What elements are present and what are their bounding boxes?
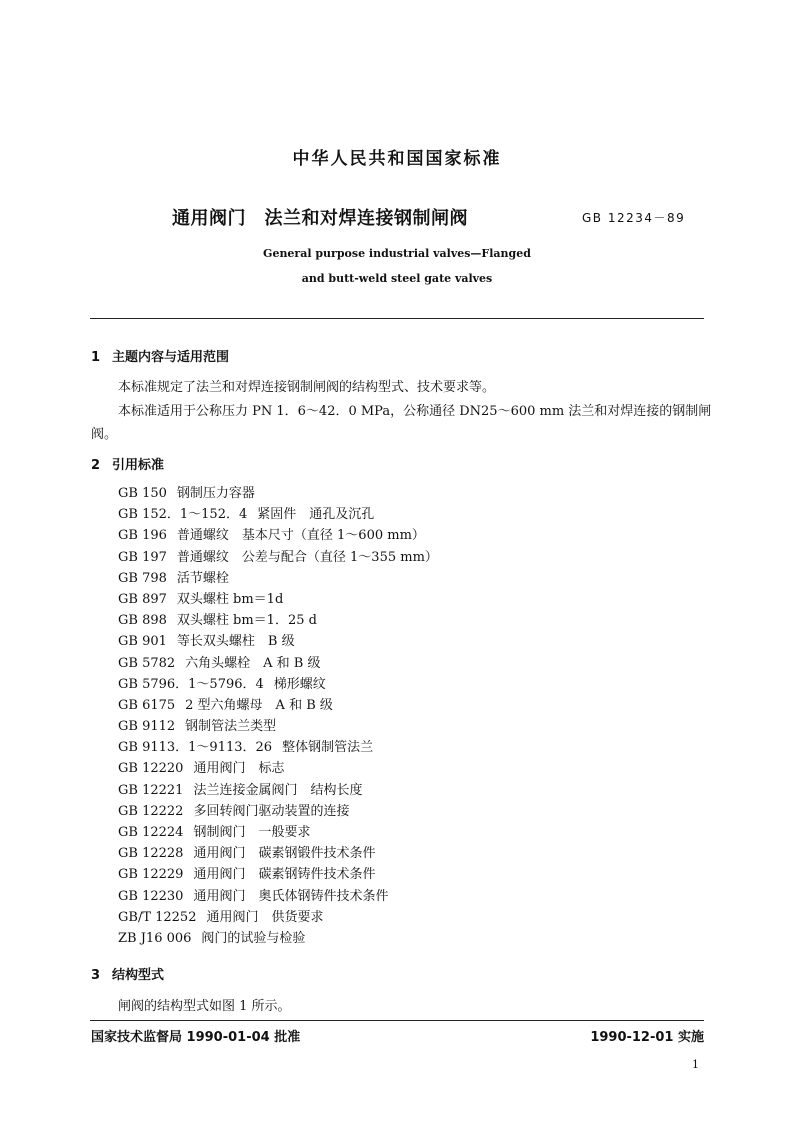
reference-title: 多回转阀门驱动装置的连接	[193, 803, 350, 819]
reference-title: 等长双头螺柱 B 级	[176, 634, 295, 650]
section-1-paragraph-2-continued: 阀。	[91, 427, 118, 442]
reference-title: 活节螺栓	[176, 570, 229, 586]
document-title-en-line1: General purpose industrial valves—Flanged	[263, 247, 531, 260]
reference-title: 整体钢制管法兰	[282, 740, 374, 756]
reference-list	[118, 483, 438, 949]
reference-title: 双头螺柱 bm＝1d	[176, 591, 284, 607]
page-number: 1	[692, 1058, 699, 1071]
document-title-en-line2: and butt-weld steel gate valves	[301, 272, 493, 285]
reference-title: 法兰连接金属阀门 结构长度	[193, 782, 363, 798]
reference-code: GB 897	[118, 591, 167, 607]
reference-item	[118, 801, 438, 822]
reference-item	[118, 907, 438, 928]
reference-code: ZB J16 006	[118, 930, 192, 946]
reference-code: GB 9113．1～9113．26	[118, 740, 273, 756]
reference-code: GB 12224	[118, 825, 184, 840]
reference-item	[118, 843, 438, 864]
reference-title: 通用阀门 碳素钢锻件技术条件	[193, 846, 376, 862]
reference-item	[118, 737, 438, 758]
reference-item	[118, 525, 438, 546]
reference-item	[118, 928, 438, 949]
reference-code: GB 12222	[118, 803, 184, 819]
reference-title: 钢制压力容器	[176, 486, 255, 501]
reference-item	[118, 589, 438, 610]
reference-item	[118, 653, 438, 674]
reference-item	[118, 483, 438, 504]
reference-item	[118, 610, 438, 631]
reference-title: 通用阀门 供货要求	[206, 909, 324, 925]
reference-item	[118, 716, 438, 737]
reference-code: GB 898	[118, 613, 167, 629]
reference-item	[118, 695, 438, 716]
reference-code: GB 9112	[118, 719, 176, 735]
national-standard-heading: 中华人民共和国国家标准	[292, 149, 502, 169]
section-1-paragraph-2: 本标准适用于公称压力 PN 1．6～42．0 MPa，公称通径 DN25～600 mm 法兰和对焊连接的钢制闸	[118, 404, 712, 419]
reference-code: GB 5782	[118, 655, 176, 671]
section-2-heading	[91, 454, 164, 473]
reference-item	[118, 780, 438, 801]
reference-code: GB 196	[118, 528, 167, 544]
reference-item	[118, 758, 438, 779]
reference-title: 通用阀门 标志	[193, 761, 285, 777]
reference-code: GB 12220	[118, 761, 184, 777]
reference-title: 紧固件 通孔及沉孔	[257, 507, 375, 523]
section-1-title: 主题内容与适用范围	[112, 350, 230, 365]
reference-title: 六角头螺栓 A 和 B 级	[185, 655, 321, 671]
reference-title: 2 型六角螺母 A 和 B 级	[185, 697, 333, 713]
section-2-title: 引用标准	[112, 458, 165, 473]
reference-code: GB 798	[118, 570, 167, 586]
reference-code: GB 901	[118, 634, 167, 650]
section-3-paragraph: 闸阀的结构型式如图 1 所示。	[118, 999, 291, 1014]
reference-title: 双头螺柱 bm＝1．25 d	[176, 613, 317, 629]
reference-code: GB 152．1～152．4	[118, 507, 248, 523]
reference-item	[118, 504, 438, 525]
reference-title: 阀门的试验与检验	[201, 930, 306, 946]
section-2-number: 2	[91, 458, 101, 473]
reference-item	[118, 822, 438, 843]
reference-code: GB 12221	[118, 782, 184, 798]
reference-title: 通用阀门 奥氏体钢铸件技术条件	[193, 888, 389, 904]
reference-item	[118, 631, 438, 652]
section-1-heading	[91, 346, 229, 365]
section-1-paragraph-1: 本标准规定了法兰和对焊连接钢制闸阀的结构型式、技术要求等。	[118, 380, 496, 395]
reference-title: 通用阀门 碳素钢铸件技术条件	[193, 867, 376, 883]
reference-code: GB 12228	[118, 846, 184, 862]
header-divider	[90, 318, 704, 319]
reference-title: 普通螺纹 基本尺寸（直径 1～600 mm）	[176, 528, 425, 544]
section-3-heading	[91, 964, 164, 983]
reference-title: 钢制阀门 一般要求	[193, 825, 311, 840]
reference-code: GB 197	[118, 549, 167, 565]
section-1-number: 1	[91, 350, 101, 365]
section-3-title: 结构型式	[112, 968, 165, 983]
reference-code: GB 5796．1～5796．4	[118, 676, 264, 692]
reference-code: GB/T 12252	[118, 909, 197, 925]
reference-title: 普通螺纹 公差与配合（直径 1～355 mm）	[176, 549, 438, 565]
reference-title: 梯形螺纹	[273, 676, 326, 692]
reference-code: GB 150	[118, 486, 167, 501]
approval-date: 国家技术监督局 1990-01-04 批准	[91, 1030, 301, 1045]
reference-item	[118, 568, 438, 589]
standard-code: GB 12234－89	[582, 211, 686, 225]
footer-divider	[90, 1020, 704, 1021]
effective-date: 1990-12-01 实施	[590, 1030, 704, 1045]
reference-code: GB 12229	[118, 867, 184, 883]
document-title-cn: 通用阀门 法兰和对焊连接钢制闸阀	[172, 208, 468, 229]
reference-item	[118, 547, 438, 568]
reference-item	[118, 674, 438, 695]
reference-code: GB 6175	[118, 697, 176, 713]
section-3-number: 3	[91, 968, 101, 983]
reference-title: 钢制管法兰类型	[185, 719, 277, 735]
reference-code: GB 12230	[118, 888, 184, 904]
reference-item	[118, 886, 438, 907]
reference-item	[118, 864, 438, 885]
